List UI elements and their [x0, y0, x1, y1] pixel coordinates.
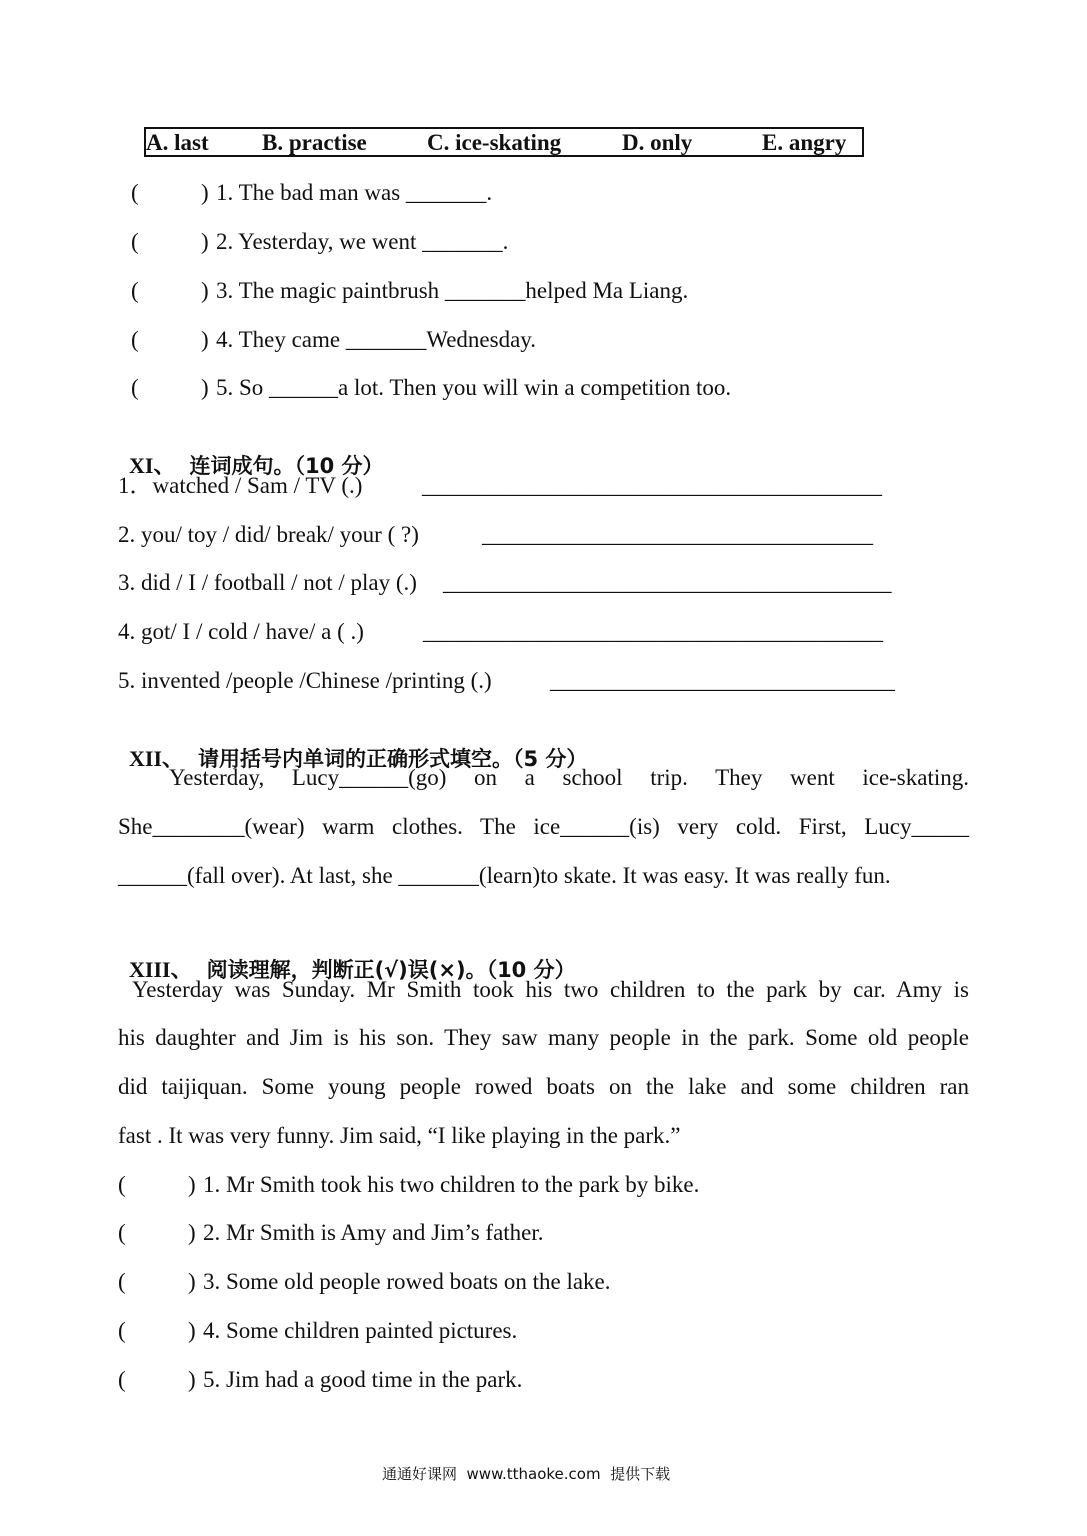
tf-open-paren: (	[118, 1318, 126, 1343]
choice-item-text: 5. So ______a lot. Then you will win a competition too.	[216, 375, 732, 400]
section-11-heading	[118, 421, 384, 478]
choice-item-text: 3. The magic paintbrush _______helped Ma Liang.	[216, 278, 689, 303]
tf-item-text: 3. Some old people rowed boats on the lake.	[203, 1269, 611, 1294]
ordering-prompt: 3. did / I / football / not / play (.)	[118, 570, 417, 595]
tf-item-text: 5. Jim had a good time in the park.	[203, 1367, 523, 1392]
choice-item-text: 2. Yesterday, we went _______.	[216, 229, 509, 254]
choice-close-paren: )	[201, 375, 209, 400]
section-13-heading	[118, 925, 576, 982]
choice-open-paren: (	[131, 229, 139, 254]
section-12-heading	[118, 714, 588, 771]
section-12-numeral: XII、	[129, 746, 185, 771]
tf-open-paren: (	[118, 1172, 126, 1197]
choice-close-paren: )	[201, 180, 209, 205]
page-footer: 通通好课网 www.tthaoke.com 提供下载	[382, 1465, 671, 1483]
tf-item-text: 2. Mr Smith is Amy and Jim’s father.	[203, 1220, 544, 1245]
choice-item-text: 4. They came _______Wednesday.	[216, 327, 537, 352]
tf-open-paren: (	[118, 1367, 126, 1392]
tf-close-paren: )	[188, 1172, 196, 1197]
passage-line: Yesterday was Sunday. Mr Smith took his two children to the park by car. Amy is	[132, 977, 969, 1002]
answer-blank: ______________________________	[550, 668, 895, 693]
ordering-prompt: 1．watched / Sam / TV (.)	[118, 473, 363, 498]
choice-open-paren: (	[131, 327, 139, 352]
section-11-title: 连词成句。（10 分）	[189, 454, 384, 478]
ordering-prompt: 5. invented /people /Chinese /printing (.)	[118, 668, 492, 693]
answer-blank: _______________________________________	[443, 570, 892, 595]
word-bank-box	[144, 127, 864, 157]
tf-open-paren: (	[118, 1220, 126, 1245]
word-bank-option-b: B. practise	[262, 130, 367, 155]
answer-blank: ________________________________________	[422, 473, 882, 498]
word-bank-option-a: A. last	[146, 130, 209, 155]
choice-close-paren: )	[201, 229, 209, 254]
passage-line: She________(wear) warm clothes. The ice______(is) very cold. First, Lucy_____	[118, 814, 969, 839]
section-13-title: 阅读理解，判断正(√)误(×)。（10 分）	[206, 958, 576, 982]
ordering-prompt: 4. got/ I / cold / have/ a ( .)	[118, 619, 364, 644]
passage-line: Yesterday, Lucy______(go) on a school trip. They went ice-skating.	[169, 765, 969, 790]
choice-open-paren: (	[131, 375, 139, 400]
tf-close-paren: )	[188, 1269, 196, 1294]
tf-open-paren: (	[118, 1269, 126, 1294]
word-bank-option-d: D. only	[622, 130, 693, 155]
answer-blank: __________________________________	[482, 522, 873, 547]
ordering-prompt: 2. you/ toy / did/ break/ your ( ?)	[118, 522, 419, 547]
choice-open-paren: (	[131, 278, 139, 303]
choice-close-paren: )	[201, 278, 209, 303]
choice-open-paren: (	[131, 180, 139, 205]
section-13-numeral: XIII、	[129, 957, 193, 982]
answer-blank: ________________________________________	[423, 619, 883, 644]
tf-item-text: 4. Some children painted pictures.	[203, 1318, 518, 1343]
section-11-numeral: XI、	[129, 453, 176, 478]
passage-line: ______(fall over). At last, she _______(learn)to skate. It was easy. It was really fun.	[118, 863, 891, 888]
section-12-title: 请用括号内单词的正确形式填空。（5 分）	[198, 747, 588, 771]
passage-line: fast . It was very funny. Jim said, “I like playing in the park.”	[118, 1123, 681, 1148]
tf-item-text: 1. Mr Smith took his two children to the park by bike.	[203, 1172, 700, 1197]
word-bank-option-c: C. ice-skating	[427, 130, 562, 155]
passage-line: did taijiquan. Some young people rowed boats on the lake and some children ran	[118, 1074, 969, 1099]
word-bank-option-e: E. angry	[762, 130, 847, 155]
choice-close-paren: )	[201, 327, 209, 352]
tf-close-paren: )	[188, 1318, 196, 1343]
tf-close-paren: )	[188, 1220, 196, 1245]
tf-close-paren: )	[188, 1367, 196, 1392]
choice-item-text: 1. The bad man was _______.	[216, 180, 493, 205]
passage-line: his daughter and Jim is his son. They saw many people in the park. Some old people	[118, 1025, 969, 1050]
